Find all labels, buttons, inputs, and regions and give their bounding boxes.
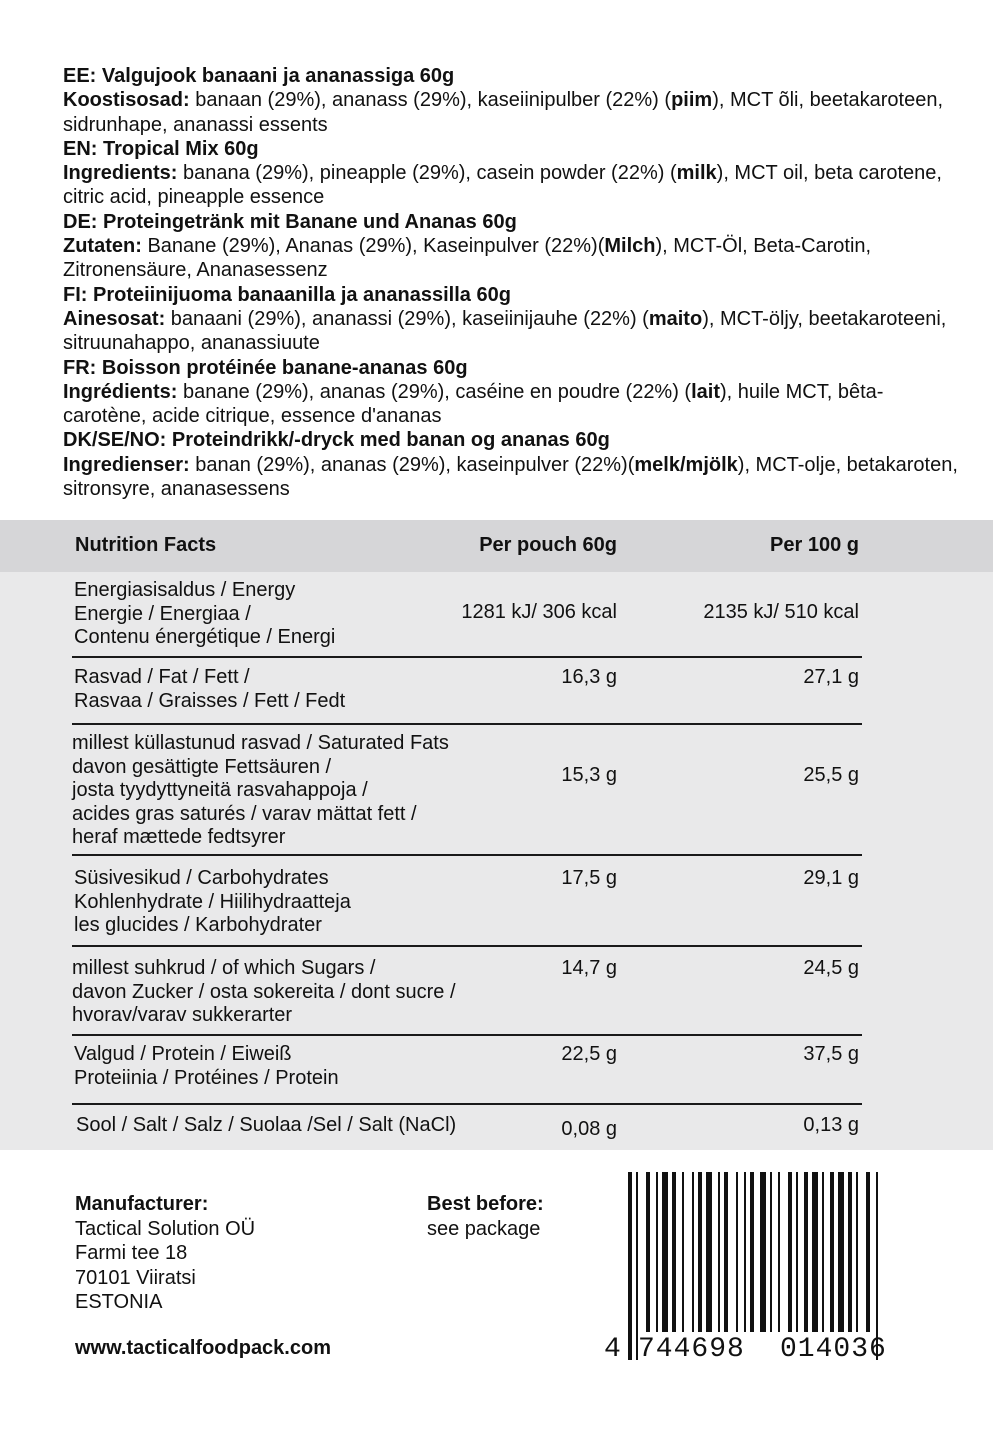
ingredient-list-en	[63, 162, 942, 208]
ingredient-text: banaani (29%), ananassi (29%), kaseiinijauhe (22%) (	[165, 307, 649, 330]
nutrient-label	[76, 1114, 456, 1138]
barcode-bar	[736, 1172, 738, 1332]
ingredient-text: Banane (29%), Ananas (29%), Kaseinpulver (22%)(	[141, 235, 605, 258]
ingredient-list-fr	[63, 381, 883, 427]
nutrient-label-line: millest küllastunud rasvad / Saturated Fats	[72, 732, 449, 754]
column-per-100g: Per 100 g	[770, 534, 859, 556]
nutrient-label	[74, 579, 335, 650]
nutrient-label	[74, 1043, 339, 1090]
nutrient-label-line: Energie / Energiaa /	[74, 602, 251, 625]
barcode-bar	[804, 1172, 808, 1332]
manufacturer-title: Manufacturer:	[75, 1193, 209, 1215]
barcode-bar	[760, 1172, 766, 1332]
value-per-pouch: 1281 kJ/ 306 kcal	[461, 601, 617, 623]
barcode-bar	[812, 1172, 818, 1332]
row-divider	[72, 1034, 862, 1036]
allergen: maito	[648, 307, 703, 330]
nutrient-label-line: Energiasisaldus / Energy	[74, 579, 296, 601]
product-title-fr: FR: Boisson protéinée banane-ananas 60g	[63, 356, 468, 379]
value-per-100g: 25,5 g	[803, 764, 859, 786]
row-divider	[72, 945, 862, 947]
nutrition-title: Nutrition Facts	[75, 534, 217, 556]
allergen: melk/mjölk	[634, 453, 738, 476]
barcode-bar	[830, 1172, 834, 1332]
row-divider	[72, 723, 862, 725]
barcode-bar	[838, 1172, 844, 1332]
product-title-de: DE: Proteingetränk mit Banane und Ananas 60g	[63, 210, 517, 233]
barcode-bar	[698, 1172, 702, 1332]
ingredient-text: ), MCT-öljy, beetakaroteeni, sitruunahappo, ananassiuute	[63, 307, 947, 355]
nutrient-label-line: acides gras saturés / varav mättat fett /	[72, 802, 417, 825]
manufacturer-street: Farmi tee 18	[75, 1242, 188, 1264]
ingredients-label: Ingrédients:	[63, 380, 178, 403]
barcode-digits-left: 744698	[638, 1334, 745, 1365]
ingredient-list-ee	[63, 89, 943, 135]
ingredients-label: Zutaten:	[63, 235, 142, 258]
nutrient-label-line: millest suhkrud / of which Sugars /	[72, 957, 376, 979]
ingredient-list-de	[63, 235, 871, 281]
barcode-bar	[692, 1172, 694, 1332]
ingredients-label: Ainesosat:	[63, 307, 166, 330]
allergen: Milch	[604, 235, 656, 258]
barcode-bar	[866, 1172, 870, 1332]
barcode-bar	[724, 1172, 728, 1332]
value-per-pouch: 17,5 g	[561, 867, 617, 889]
product-title-ee: EE: Valgujook banaani ja ananassiga 60g	[63, 65, 455, 87]
nutrient-label-line: Proteiinia / Protéines / Protein	[74, 1066, 339, 1089]
value-per-100g: 37,5 g	[803, 1043, 859, 1065]
best-before-title: Best before:	[427, 1193, 544, 1215]
nutrient-label	[74, 867, 351, 938]
ingredients-dk-se-no	[63, 428, 963, 501]
value-per-pouch: 22,5 g	[561, 1043, 617, 1065]
best-before-text: see package	[427, 1217, 541, 1240]
ingredient-list-fi	[63, 308, 946, 354]
ingredient-text: ), MCT-Öl, Beta-Carotin, Zitronensäure, Ananasessenz	[63, 235, 872, 282]
ingredients-label: Koostisosad:	[63, 89, 190, 112]
barcode-bar	[770, 1172, 772, 1332]
ingredient-text: banaan (29%), ananass (29%), kaseiinipulber (22%) (	[189, 89, 672, 112]
allergen: lait	[691, 380, 721, 403]
nutrient-label-line: Rasvad / Fat / Fett /	[74, 666, 250, 688]
product-title-fi: FI: Proteiinijuoma banaanilla ja ananassilla 60g	[63, 283, 511, 306]
nutrient-label	[72, 732, 449, 850]
ingredient-text: banana (29%), pineapple (29%), casein powder (22%) (	[177, 162, 677, 185]
barcode-bar	[662, 1172, 668, 1332]
value-per-100g: 24,5 g	[803, 957, 859, 979]
value-per-100g: 2135 kJ/ 510 kcal	[703, 601, 859, 623]
ingredient-text: ), MCT-olje, betakaroten, sitronsyre, ananasessens	[63, 453, 958, 501]
ingredients-en	[63, 137, 963, 210]
allergen: milk	[676, 162, 717, 185]
barcode-bar	[718, 1172, 720, 1332]
value-per-pouch: 0,08 g	[561, 1118, 617, 1140]
barcode-bar	[788, 1172, 792, 1332]
nutrient-label-line: hvorav/varav sukkerarter	[72, 1004, 293, 1026]
barcode-bar	[706, 1172, 712, 1332]
ingredients-label: Ingredients:	[63, 162, 178, 185]
ingredients-fr	[63, 356, 963, 429]
nutrition-facts-table	[0, 520, 993, 1150]
ingredient-text: ), MCT õli, beetakaroteen, sidrunhape, ananassi essents	[63, 89, 944, 136]
value-per-pouch: 14,7 g	[561, 957, 617, 979]
website-link[interactable]: www.tacticalfoodpack.com	[75, 1337, 331, 1359]
manufacturer-block	[75, 1192, 255, 1315]
barcode-bar	[796, 1172, 798, 1332]
product-title-dk-se-no: DK/SE/NO: Proteindrikk/-dryck med banan og ananas 60g	[63, 429, 610, 452]
ingredient-text: ), huile MCT, bêta-carotène, acide citrique, essence d'ananas	[63, 380, 884, 428]
ingredient-list-dk-se-no	[63, 454, 958, 500]
column-per-pouch: Per pouch 60g	[479, 534, 617, 556]
ingredients-fi	[63, 283, 963, 356]
ingredients-ee	[63, 64, 963, 137]
barcode-bar	[856, 1172, 858, 1332]
nutrient-label-line: heraf mættede fedtsyrer	[72, 826, 286, 848]
product-title-en: EN: Tropical Mix 60g	[63, 137, 259, 160]
nutrient-label-line: Valgud / Protein / Eiweiß	[74, 1043, 292, 1065]
nutrition-header	[0, 520, 993, 572]
row-divider	[72, 854, 862, 856]
barcode-bar	[848, 1172, 852, 1332]
ingredient-text: banane (29%), ananas (29%), caséine en poudre (22%) (	[177, 380, 692, 403]
barcode-guard-bar	[876, 1172, 878, 1360]
value-per-100g: 0,13 g	[803, 1114, 859, 1136]
barcode-bar	[750, 1172, 754, 1332]
nutrient-label	[72, 957, 456, 1028]
barcode-bar	[778, 1172, 780, 1332]
manufacturer-city: 70101 Viiratsi	[75, 1266, 196, 1289]
barcode-bar	[682, 1172, 684, 1332]
nutrient-label-line: davon Zucker / osta sokereita / dont sucre /	[72, 980, 456, 1003]
barcode-bar	[672, 1172, 676, 1332]
value-per-pouch: 15,3 g	[561, 764, 617, 786]
ingredients-label: Ingredienser:	[63, 453, 190, 476]
ingredients-de	[63, 210, 963, 283]
nutrient-label-line: Sool / Salt / Salz / Suolaa /Sel / Salt (NaCl)	[76, 1114, 457, 1136]
nutrient-label	[74, 666, 345, 713]
best-before-block	[427, 1192, 544, 1241]
row-divider	[72, 656, 862, 658]
barcode-digit-first: 4	[604, 1334, 622, 1365]
allergen: piim	[671, 89, 713, 112]
barcode-guard-bar	[628, 1172, 632, 1360]
ingredients-section	[63, 64, 963, 501]
barcode-bar	[822, 1172, 824, 1332]
nutrient-label-line: davon gesättigte Fettsäuren /	[72, 755, 332, 778]
ingredient-text: ), MCT oil, beta carotene, citric acid, pineapple essence	[63, 162, 942, 209]
manufacturer-country: ESTONIA	[75, 1291, 163, 1313]
row-divider	[72, 1103, 862, 1105]
barcode-bar	[656, 1172, 658, 1332]
nutrient-label-line: Kohlenhydrate / Hiilihydraatteja	[74, 890, 351, 913]
barcode-bar	[646, 1172, 650, 1332]
barcode-guard-bar	[636, 1172, 638, 1360]
manufacturer-name: Tactical Solution OÜ	[75, 1217, 256, 1240]
nutrient-label-line: Süsivesikud / Carbohydrates	[74, 867, 329, 889]
nutrient-label-line: Contenu énergétique / Energi	[74, 626, 336, 648]
barcode-bar	[744, 1172, 746, 1332]
ingredient-text: banan (29%), ananas (29%), kaseinpulver (22%)(	[189, 453, 635, 476]
value-per-100g: 29,1 g	[803, 867, 859, 889]
barcode-digits-right: 014036	[780, 1334, 887, 1365]
value-per-pouch: 16,3 g	[561, 666, 617, 688]
nutrient-label-line: josta tyydyttyneitä rasvahappoja /	[72, 779, 368, 801]
nutrient-label-line: les glucides / Karbohydrater	[74, 914, 322, 936]
value-per-100g: 27,1 g	[803, 666, 859, 688]
nutrient-label-line: Rasvaa / Graisses / Fett / Fedt	[74, 689, 346, 712]
